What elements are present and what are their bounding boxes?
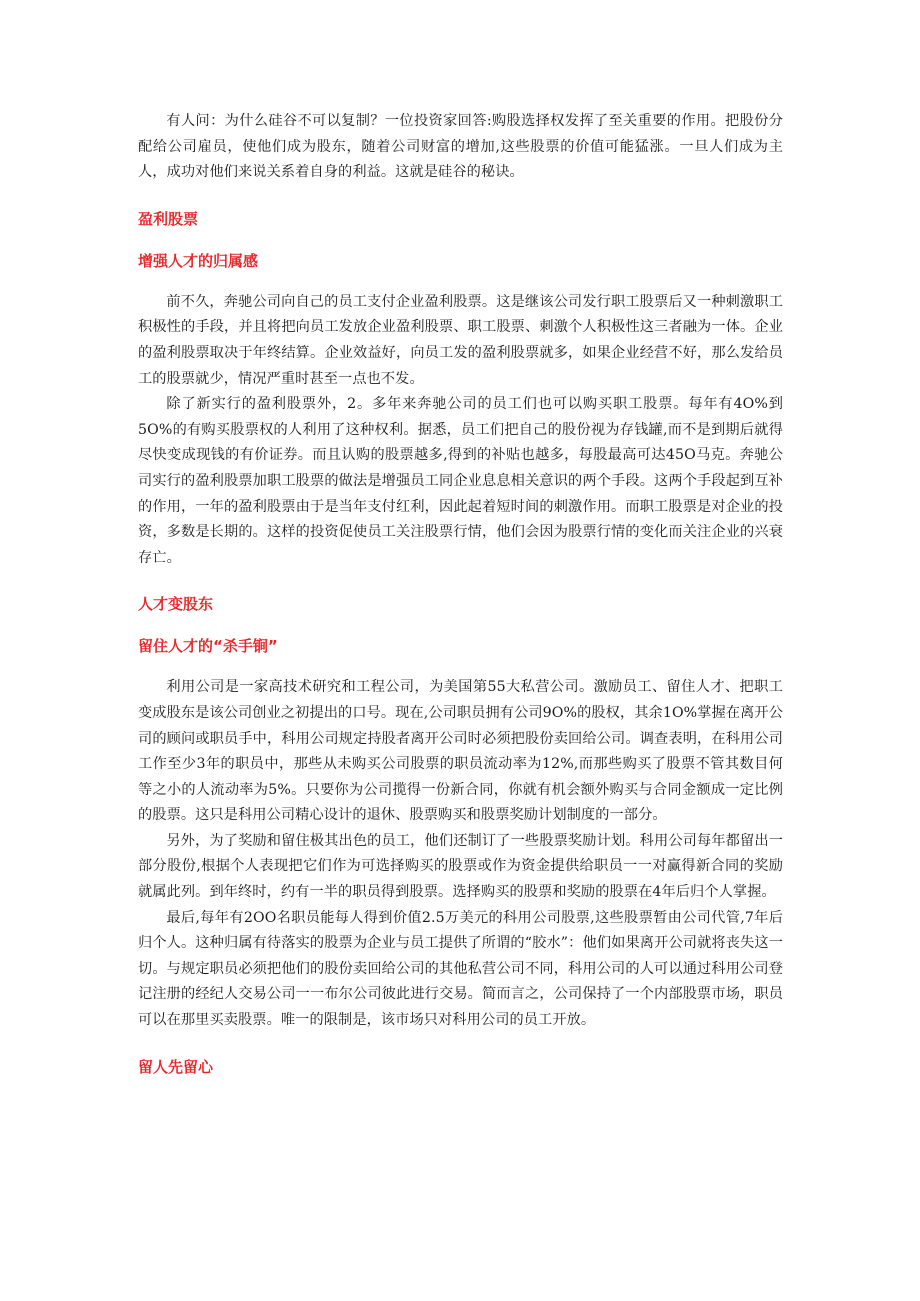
section-heading-retain-hearts: 留人先留心 — [138, 1057, 214, 1076]
section-subheading-belonging: 增强人才的归属感 — [138, 251, 259, 270]
section-subheading-retention-trump: 留住人才的“杀手锏” — [138, 637, 278, 656]
internal-stock-market-paragraph: 最后,每年有2OO名职员能每人得到价值2.5万美元的科用公司股票,这些股票暂由公司代管,7年后归个人。这种归属有待落实的股票为企业与员工提供了所谓的“胶水”：他们如果离开公司就将丧失这一切。与规定职员必须把他们的股份卖回给公司的其他私营公司不同，科用公司的人可以通过科用公司登记注册的经纪人交易公司一一布尔公司彼此进行交易。简而言之，公司保持了一个内部股票市场，职员可以在那里买卖股票。唯一的限制是，该市场只对科用公司的员工开放。 — [138, 909, 783, 1029]
document-body — [138, 109, 783, 1078]
benz-employee-stock-paragraph: 除了新实行的盈利股票外，2。多年来奔驰公司的员工们也可以购买职工股票。每年有4O%到5O%的有购买股票权的人利用了这种权利。据悉，员工们把自己的股份视为存钱罐,而不是到期后就得尽快变成现钱的有价证券。而且认购的股票越多,得到的补贴也越多，每股最高可达45O马克。奔驰公司实行的盈利股票加职工股票的做法是增强员工同企业息息相关意识的两个手段。这两个手段起到互补的作用，一年的盈利股票由于是当年支付红利，因此起着短时间的刺激作用。而职工股票是对企业的投资，多数是长期的。这样的投资促使员工关注股票行情，他们会因为股票行情的变化而关注企业的兴衰存亡。 — [138, 396, 784, 566]
stock-award-plan-paragraph: 另外，为了奖励和留住极其出色的员工，他们还制订了一些股票奖励计划。科用公司每年都留出一部分股份,根据个人表现把它们作为可选择购买的股票或作为资金提供给职员一一对赢得新合同的奖励就属此列。到年终时，约有一半的职员得到股票。选择购买的股票和奖励的股票在4年后归个人掌握。 — [138, 832, 783, 901]
saic-company-paragraph: 利用公司是一家高技术研究和工程公司，为美国第55大私营公司。激励员工、留住人才、把职工变成股东是该公司创业之初提出的口号。现在,公司职员拥有公司9O%的股权，其余1O%掌握在离开公司的顾问或职员手中，科用公司规定持股者离开公司时必须把股份卖回给公司。调查表明，在科用公司工作至少3年的职员中，那些从未购买公司股票的职员流动率为12%,而那些购买了股票不管其数目何等之小的人流动率为5%。只要你为公司揽得一份新合同，你就有机会额外购买与合同金额成一定比例的股票。这只是科用公司精心设计的退休、股票购买和股票奖励计划制度的一部分。 — [138, 679, 783, 824]
section-heading-talent-shareholder: 人才变股东 — [138, 595, 214, 614]
section-heading-profit-stock: 盈利股票 — [138, 209, 199, 228]
benz-profit-stock-paragraph: 前不久，奔驰公司向自己的员工支付企业盈利股票。这是继该公司发行职工股票后又一种刺激职工积极性的手段，并且将把向员工发放企业盈利股票、职工股票、刺激个人积极性这三者融为一体。企业的盈利股票取决于年终结算。企业效益好，向员工发的盈利股票就多，如果企业经营不好，那么发给员工的股票就少，情况严重时甚至一点也不发。 — [138, 293, 783, 387]
intro-paragraph: 有人问：为什么硅谷不可以复制？一位投资家回答:购股选择权发挥了至关重要的作用。把股份分配给公司雇员，使他们成为股东，随着公司财富的增加,这些股票的价值可能猛涨。一旦人们成为主人，成功对他们来说关系着自身的利益。这就是硅谷的秘诀。 — [138, 113, 783, 181]
